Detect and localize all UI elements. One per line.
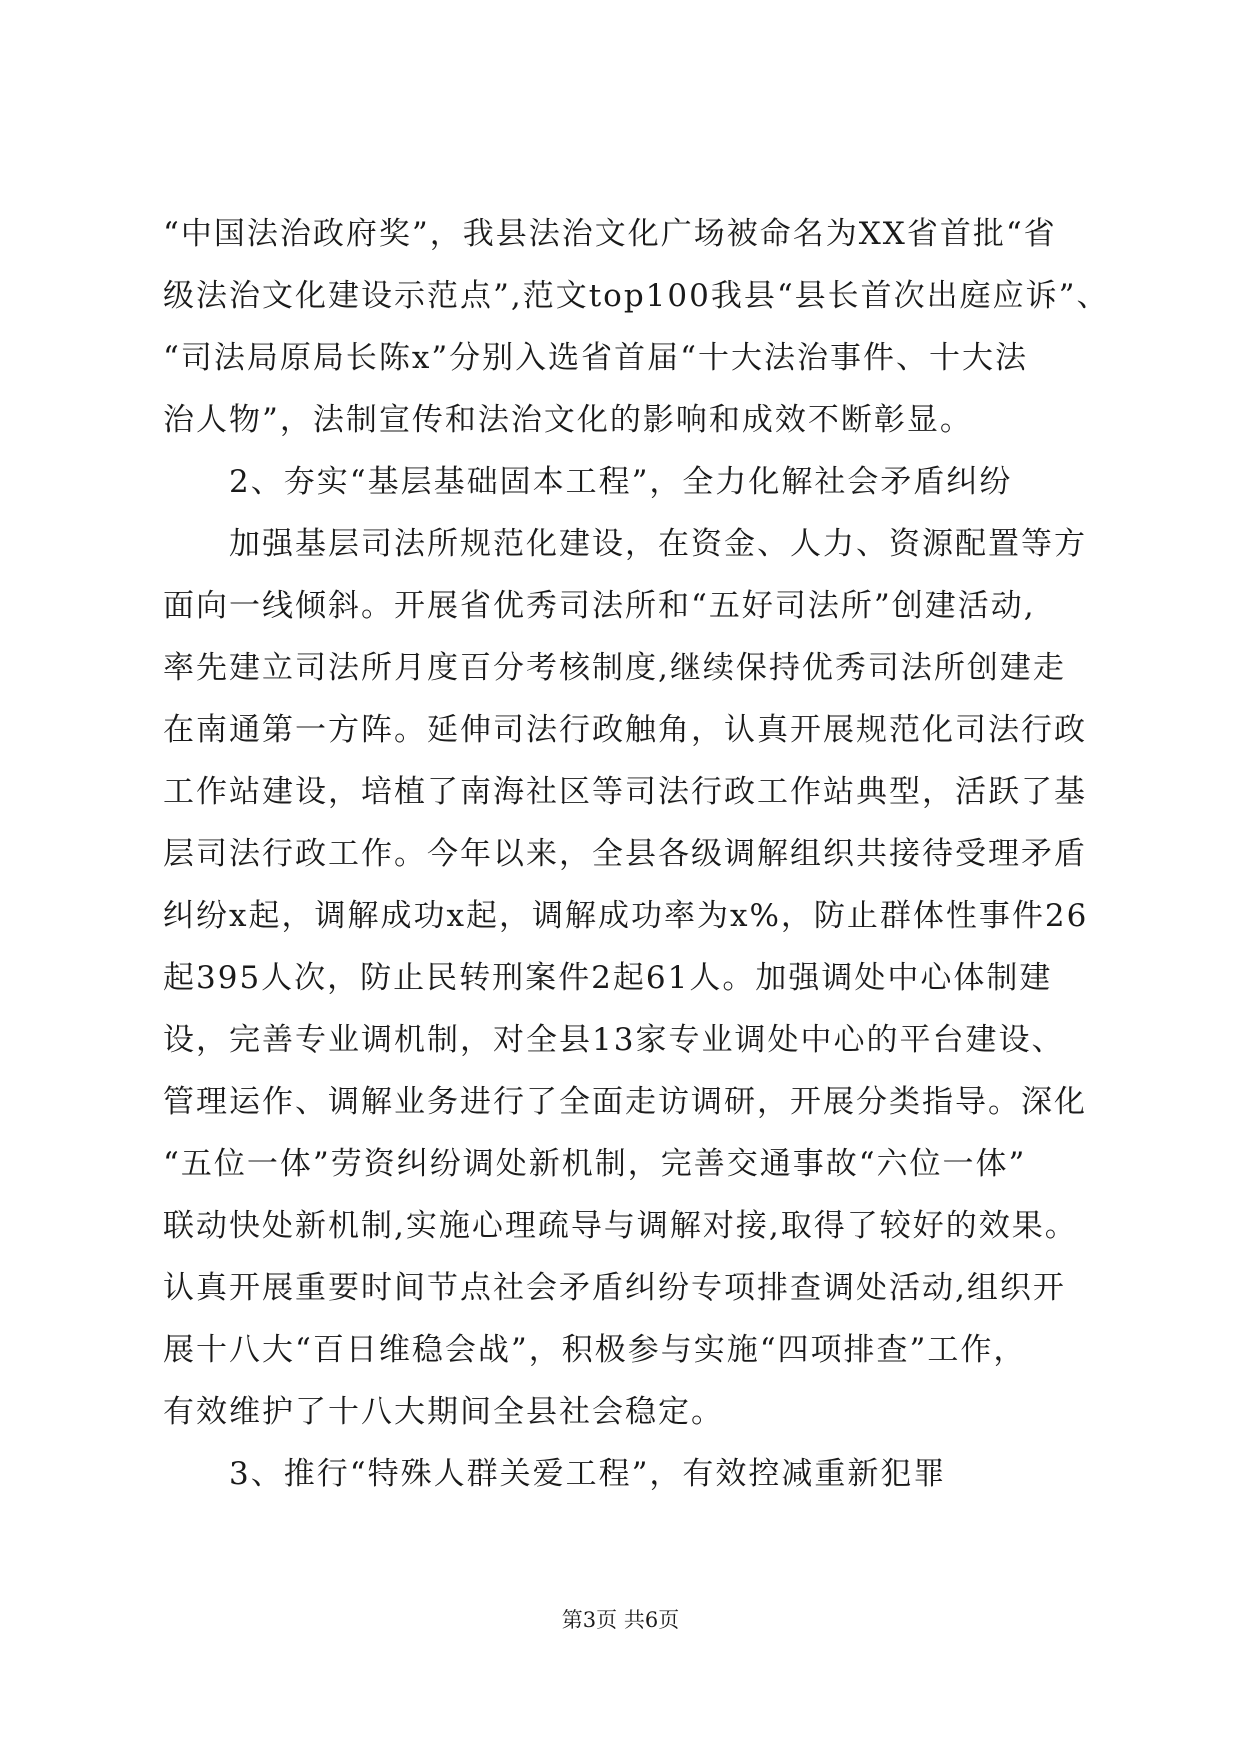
- section-heading-3: 3、推行“特殊人群关爱工程”，有效控减重新犯罪: [229, 1456, 947, 1492]
- text-line-17: 联动快处新机制,实施心理疏导与调解对接,取得了较好的效果。: [163, 1208, 1078, 1244]
- text-line-12: 纠纷x起，调解成功x起，调解成功率为x%，防止群体性事件26: [163, 898, 1089, 934]
- text-line-16: “五位一体”劳资纠纷调处新机制，完善交通事故“六位一体”: [163, 1146, 1027, 1182]
- text-line-14: 设，完善专业调机制，对全县13家专业调处中心的平台建设、: [163, 1022, 1065, 1058]
- text-line-3: “司法局原局长陈x”分别入选省首届“十大法治事件、十大法: [163, 340, 1029, 376]
- text-line-10: 工作站建设，培植了南海社区等司法行政工作站典型，活跃了基: [163, 774, 1087, 810]
- section-heading-2: 2、夯实“基层基础固本工程”，全力化解社会矛盾纠纷: [229, 464, 1013, 500]
- text-line-1: “中国法治政府奖”，我县法治文化广场被命名为XX省首批“省: [163, 216, 1057, 252]
- text-line-11: 层司法行政工作。今年以来，全县各级调解组织共接待受理矛盾: [163, 836, 1087, 872]
- text-line-18: 认真开展重要时间节点社会矛盾纠纷专项排查调处活动,组织开: [163, 1270, 1066, 1306]
- page-footer: 第3页 共6页: [561, 1608, 680, 1632]
- text-line-20: 有效维护了十八大期间全县社会稳定。: [163, 1394, 724, 1430]
- text-line-8: 率先建立司法所月度百分考核制度,继续保持优秀司法所创建走: [163, 650, 1066, 686]
- text-line-7: 面向一线倾斜。开展省优秀司法所和“五好司法所”创建活动,: [163, 588, 1036, 624]
- text-line-4: 治人物”，法制宣传和法治文化的影响和成效不断彰显。: [163, 402, 973, 438]
- text-line-2: 级法治文化建设示范点”,范文top100我县“县长首次出庭应诉”、: [163, 278, 1110, 314]
- text-line-19: 展十八大“百日维稳会战”，积极参与实施“四项排查”工作，: [163, 1332, 1027, 1368]
- text-line-6: 加强基层司法所规范化建设，在资金、人力、资源配置等方: [229, 526, 1087, 562]
- text-line-13: 起395人次，防止民转刑案件2起61人。加强调处中心体制建: [163, 960, 1053, 996]
- text-line-15: 管理运作、调解业务进行了全面走访调研，开展分类指导。深化: [163, 1084, 1087, 1120]
- text-line-9: 在南通第一方阵。延伸司法行政触角，认真开展规范化司法行政: [163, 712, 1087, 748]
